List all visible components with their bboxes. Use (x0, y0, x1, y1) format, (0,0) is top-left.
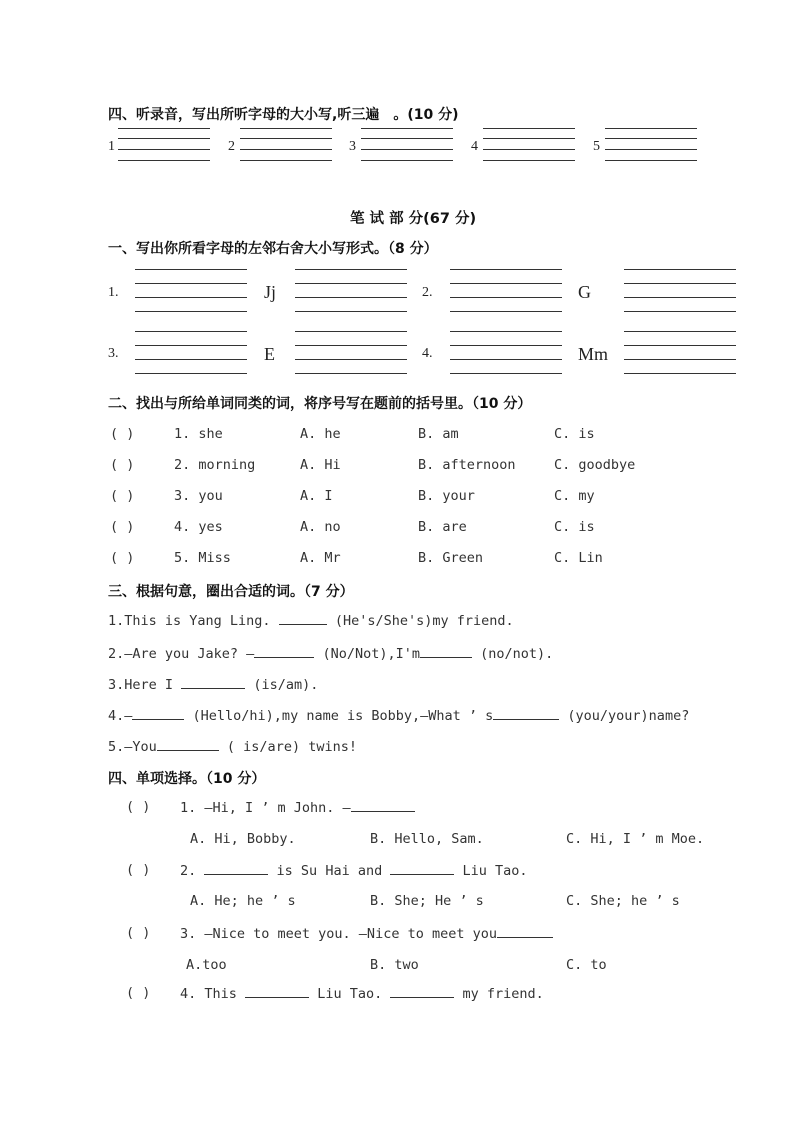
option-a: A. He; he ’ s (190, 893, 296, 909)
answer-blank[interactable] (204, 862, 268, 875)
answer-blank[interactable] (254, 645, 314, 658)
section4-title: 四、单项选择。（10 分） (108, 771, 266, 787)
answer-blank[interactable] (351, 799, 415, 812)
question-4 (180, 985, 544, 1002)
option-b: B. are (418, 519, 467, 535)
writing-lines[interactable] (118, 128, 210, 161)
listen-item-number: 2 (228, 139, 235, 154)
section3-title: 三、根据句意，圈出合适的词。（7 分） (108, 584, 354, 600)
writing-lines[interactable] (295, 269, 407, 313)
question-text: 1. —Hi, I ’ m John. — (180, 800, 351, 816)
answer-blank[interactable] (245, 985, 309, 998)
question-text: my friend. (462, 986, 544, 1002)
sentence-text: (you/your)name? (567, 708, 690, 724)
option-b: B. Hello, Sam. (370, 831, 484, 847)
option-a: A. Mr (300, 550, 341, 566)
answer-blank[interactable] (390, 985, 454, 998)
question-1 (180, 799, 415, 816)
sentence-text: 3.Here I (108, 677, 174, 693)
given-letter: E (264, 344, 275, 364)
sentence-text: (He's/She's)my friend. (334, 613, 514, 629)
answer-blank[interactable] (132, 707, 184, 720)
option-b: B. afternoon (418, 457, 516, 473)
listen-section-title: 四、听录音，写出所听字母的大小写,听三遍 。(10 分) (108, 107, 459, 123)
writing-lines[interactable] (624, 331, 736, 375)
answer-paren[interactable]: ( ) (110, 457, 135, 473)
given-letter: Jj (264, 282, 277, 302)
listen-item-number: 1 (108, 139, 115, 154)
option-b: B. two (370, 957, 419, 973)
question-word: 1. she (174, 426, 223, 442)
option-c: C. my (554, 488, 595, 504)
question-text: 2. (180, 863, 197, 879)
option-c: C. to (566, 957, 607, 973)
sentence-text: (No/Not),I'm (322, 646, 420, 662)
section3-item-3 (108, 676, 318, 693)
question-text: Liu Tao. (317, 986, 383, 1002)
question-text: Liu Tao. (462, 863, 528, 879)
sentence-text: (is/am). (253, 677, 319, 693)
question-word: 2. morning (174, 457, 256, 473)
writing-lines[interactable] (135, 269, 247, 313)
option-a: A.too (186, 957, 227, 973)
option-c: C. Lin (554, 550, 603, 566)
writing-lines[interactable] (450, 331, 562, 375)
writing-lines[interactable] (135, 331, 247, 375)
question-text: 4. This (180, 986, 237, 1002)
option-c: C. is (554, 426, 595, 442)
writing-lines[interactable] (361, 128, 453, 161)
answer-paren[interactable]: ( ) (126, 799, 151, 815)
question-word: 3. you (174, 488, 223, 504)
question-2 (180, 862, 528, 879)
answer-blank[interactable] (181, 676, 245, 689)
section3-item-2 (108, 645, 553, 662)
listen-item-number: 5 (593, 139, 600, 154)
written-part-title: 笔 试 部 分(67 分) (350, 211, 477, 227)
question-word: 4. yes (174, 519, 223, 535)
answer-blank[interactable] (420, 645, 472, 658)
answer-paren[interactable]: ( ) (126, 862, 151, 878)
section2-title: 二、找出与所给单词同类的词，将序号写在题前的括号里。（10 分） (108, 396, 532, 412)
option-b: B. your (418, 488, 475, 504)
writing-lines[interactable] (240, 128, 332, 161)
answer-paren[interactable]: ( ) (126, 985, 151, 1001)
answer-blank[interactable] (493, 707, 559, 720)
sentence-text: (Hello/hi),my name is Bobby,—What ’ s (192, 708, 494, 724)
option-b: B. am (418, 426, 459, 442)
sentence-text: 1.This is Yang Ling. (108, 613, 271, 629)
answer-paren[interactable]: ( ) (110, 519, 135, 535)
sentence-text: ( is/are) twins! (226, 739, 357, 755)
listen-item-number: 3 (349, 139, 356, 154)
listen-item-number: 4 (471, 139, 478, 154)
given-letter: Mm (578, 344, 609, 364)
answer-paren[interactable]: ( ) (110, 426, 135, 442)
given-letter: G (578, 282, 591, 302)
writing-lines[interactable] (605, 128, 697, 161)
question-word: 5. Miss (174, 550, 231, 566)
question-text: is Su Hai and (276, 863, 383, 879)
answer-paren[interactable]: ( ) (110, 550, 135, 566)
question-text: 3. —Nice to meet you. —Nice to meet you (180, 926, 497, 942)
answer-blank[interactable] (157, 738, 219, 751)
option-a: A. Hi, Bobby. (190, 831, 296, 847)
writing-lines[interactable] (624, 269, 736, 313)
sentence-text: 5.—You (108, 739, 157, 755)
option-c: C. goodbye (554, 457, 636, 473)
option-a: A. Hi (300, 457, 341, 473)
section1-item-number: 4. (422, 346, 433, 361)
option-a: A. I (300, 488, 333, 504)
section3-item-5 (108, 738, 357, 755)
question-3 (180, 925, 553, 942)
option-a: A. he (300, 426, 341, 442)
option-b: B. She; He ’ s (370, 893, 484, 909)
section1-item-number: 1. (108, 285, 119, 300)
option-c: C. Hi, I ’ m Moe. (566, 831, 705, 847)
option-c: C. is (554, 519, 595, 535)
writing-lines[interactable] (483, 128, 575, 161)
writing-lines[interactable] (450, 269, 562, 313)
answer-paren[interactable]: ( ) (126, 925, 151, 941)
section1-item-number: 2. (422, 285, 433, 300)
section1-title: 一、写出你所看字母的左邻右舍大小写形式。（8 分） (108, 241, 438, 257)
option-c: C. She; he ’ s (566, 893, 680, 909)
sentence-text: (no/not). (480, 646, 554, 662)
answer-blank[interactable] (390, 862, 454, 875)
sentence-text: 4.— (108, 708, 133, 724)
option-a: A. no (300, 519, 341, 535)
section3-item-4 (108, 707, 689, 724)
answer-blank[interactable] (497, 925, 553, 938)
writing-lines[interactable] (295, 331, 407, 375)
section1-item-number: 3. (108, 346, 119, 361)
answer-paren[interactable]: ( ) (110, 488, 135, 504)
section3-item-1 (108, 612, 514, 629)
option-b: B. Green (418, 550, 484, 566)
answer-blank[interactable] (279, 612, 327, 625)
sentence-text: 2.—Are you Jake? — (108, 646, 255, 662)
